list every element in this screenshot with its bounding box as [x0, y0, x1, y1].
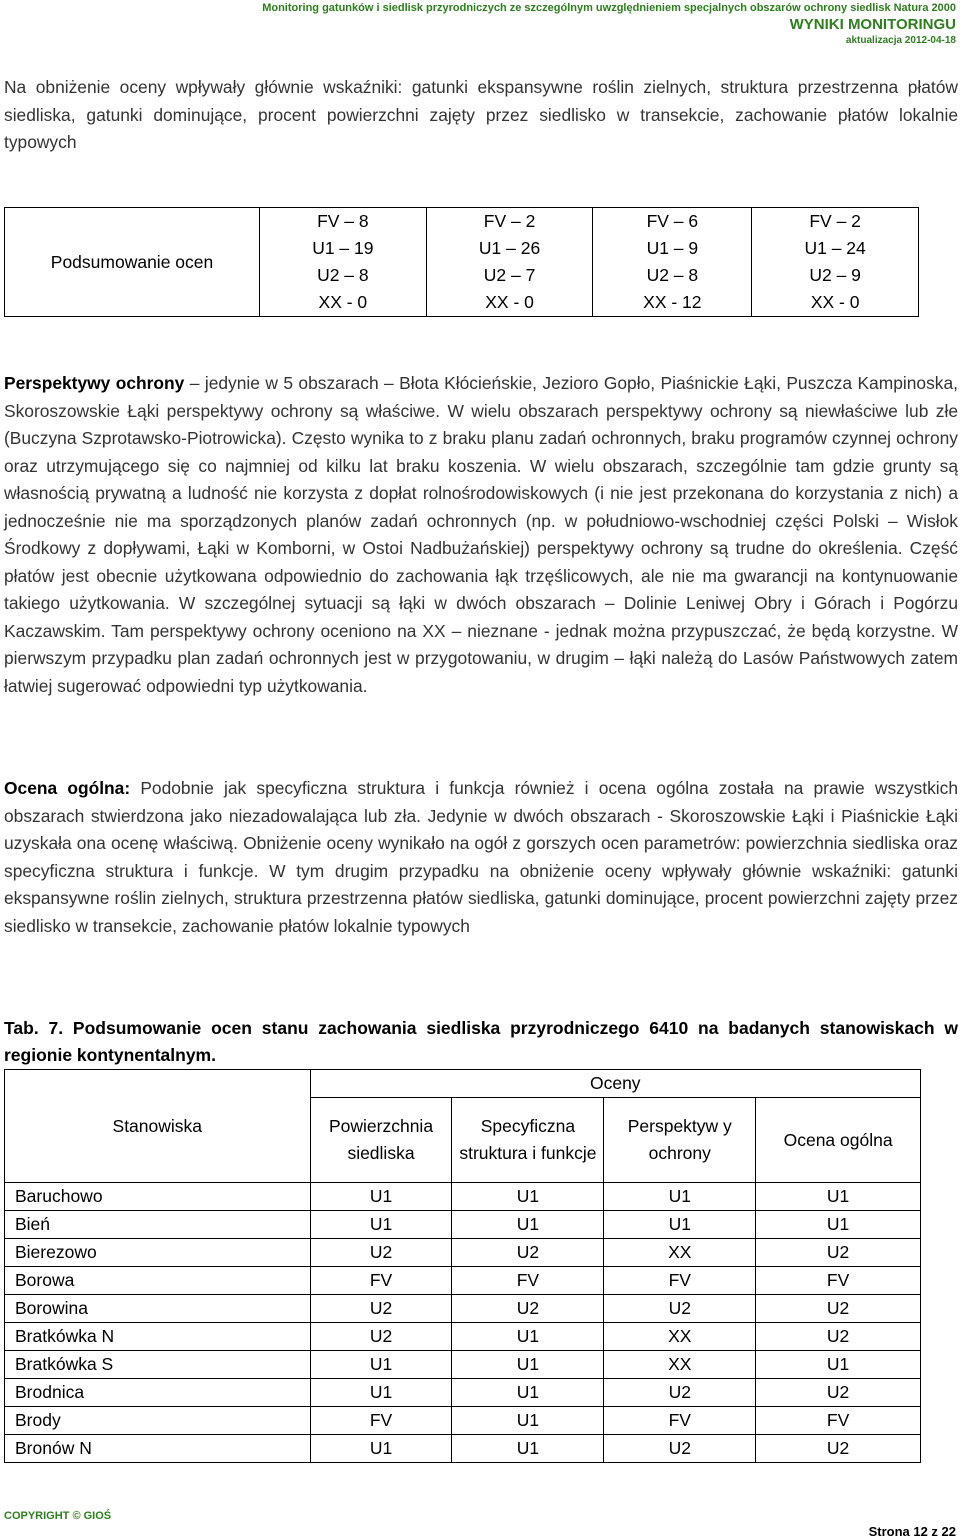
rating-cell: U1 — [756, 1211, 921, 1239]
rating-cell: U2 — [756, 1379, 921, 1407]
page-header — [262, 0, 956, 48]
summary-value: FV – 2 — [483, 211, 536, 231]
summary-value: U2 – 9 — [809, 265, 861, 285]
rating-cell: U2 — [756, 1323, 921, 1351]
perspectives-paragraph — [4, 370, 958, 700]
summary-value: XX - 0 — [485, 292, 534, 312]
header-powierzchnia: Powierzchnia siedliska — [310, 1098, 452, 1183]
site-name: Baruchowo — [5, 1183, 311, 1211]
header-struktura: Specyficzna struktura i funkcje — [452, 1098, 604, 1183]
summary-value: U2 – 8 — [646, 265, 699, 285]
rating-cell: FV — [756, 1267, 921, 1295]
rating-cell: U1 — [452, 1351, 604, 1379]
rating-cell: U2 — [756, 1239, 921, 1267]
rating-cell: FV — [452, 1267, 604, 1295]
summary-value: FV – 6 — [646, 211, 699, 231]
rating-cell: XX — [604, 1323, 756, 1351]
site-name: Bień — [5, 1211, 311, 1239]
summary-label: Podsumowanie ocen — [5, 208, 260, 317]
assessment-table — [4, 1069, 921, 1463]
rating-cell: U2 — [604, 1379, 756, 1407]
table-row — [5, 1211, 921, 1239]
rating-cell: U1 — [604, 1211, 756, 1239]
site-name: Bierezowo — [5, 1239, 311, 1267]
rating-cell: U2 — [756, 1295, 921, 1323]
table-caption: Tab. 7. Podsumowanie ocen stanu zachowania siedliska przyrodniczego 6410 na badanych stanowiskach w regionie kontynentalnym. — [4, 1018, 958, 1065]
overall-text: Podobnie jak specyficzna struktura i funkcja również i ocena ogólna została na prawie wszystkich obszarach stwierdzona jako niezadowalająca lub zła. Jedynie w dwóch obszarach - Skoroszowskie Łąki i Piaśnickie Łąki uzyskała ona ocenę właściwą. Obniżenie oceny wynikało na ogół z gorszych ocen parametrów: powierzchnia siedliska oraz specyficzna struktura i funkcje. W tym drugim przypadku na obniżenie oceny wpływały głównie wskaźniki: gatunki ekspansywne roślin zielnych, struktura przestrzenna płatów siedliska, gatunki dominujące, procent powierzchni zajęty przez siedlisko w transekcie, zachowanie płatów lokalnie typowych — [4, 778, 958, 936]
summary-cell-struktura — [426, 208, 593, 317]
summary-row — [5, 208, 919, 317]
rating-cell: U1 — [452, 1407, 604, 1435]
summary-value: FV – 2 — [809, 211, 861, 231]
rating-cell: U2 — [604, 1435, 756, 1463]
header-project-title: Monitoring gatunków i siedlisk przyrodniczych ze szczególnym uwzględnieniem specjalnych obszarów ochrony siedlisk Natura 2000 — [262, 2, 956, 14]
footer-page-number: Strona 12 z 22 — [868, 1524, 956, 1539]
rating-cell: FV — [310, 1407, 452, 1435]
table-header-row — [5, 1070, 921, 1098]
header-ocena-ogolna: Ocena ogólna — [756, 1098, 921, 1183]
rating-cell: U1 — [310, 1435, 452, 1463]
site-name: Bratkówka S — [5, 1351, 311, 1379]
summary-table — [4, 207, 919, 317]
rating-cell: FV — [310, 1267, 452, 1295]
rating-cell: U1 — [756, 1351, 921, 1379]
rating-cell: U1 — [452, 1323, 604, 1351]
header-stanowiska: Stanowiska — [5, 1070, 311, 1183]
rating-cell: U2 — [310, 1323, 452, 1351]
summary-value: U1 – 24 — [804, 238, 866, 258]
rating-cell: U1 — [452, 1211, 604, 1239]
site-name: Borowina — [5, 1295, 311, 1323]
summary-cell-perspektywy — [593, 208, 752, 317]
table-row — [5, 1295, 921, 1323]
rating-cell: U2 — [604, 1295, 756, 1323]
rating-cell: U1 — [310, 1183, 452, 1211]
rating-cell: U1 — [310, 1379, 452, 1407]
summary-cell-ocena-ogolna — [752, 208, 919, 317]
rating-cell: FV — [756, 1407, 921, 1435]
rating-cell: U2 — [452, 1239, 604, 1267]
rating-cell: U1 — [452, 1379, 604, 1407]
rating-cell: XX — [604, 1351, 756, 1379]
rating-cell: U1 — [756, 1183, 921, 1211]
rating-cell: U2 — [310, 1295, 452, 1323]
rating-cell: U1 — [310, 1211, 452, 1239]
summary-value: U1 – 9 — [646, 238, 699, 258]
table-row — [5, 1323, 921, 1351]
rating-cell: U1 — [310, 1351, 452, 1379]
rating-cell: U2 — [310, 1239, 452, 1267]
table-row — [5, 1435, 921, 1463]
summary-value: U1 – 26 — [478, 238, 541, 258]
summary-value: U2 – 7 — [483, 265, 536, 285]
site-name: Bratkówka N — [5, 1323, 311, 1351]
table-row — [5, 1267, 921, 1295]
table-row — [5, 1351, 921, 1379]
perspectives-heading: Perspektywy ochrony — [4, 373, 185, 393]
rating-cell: U2 — [756, 1435, 921, 1463]
table-row — [5, 1183, 921, 1211]
table-row — [5, 1407, 921, 1435]
rating-cell: U1 — [604, 1183, 756, 1211]
site-name: Brodnica — [5, 1379, 311, 1407]
header-section-title: WYNIKI MONITORINGU — [789, 16, 956, 33]
overall-paragraph — [4, 775, 958, 940]
table-row — [5, 1239, 921, 1267]
summary-value: U1 – 19 — [312, 238, 374, 258]
summary-value: XX - 0 — [810, 292, 860, 312]
table-row — [5, 1379, 921, 1407]
perspectives-text: – jedynie w 5 obszarach – Błota Kłócieńskie, Jezioro Gopło, Piaśnickie Łąki, Puszcza Kampinoska, Skoroszowskie Łąki perspektywy ochrony są właściwe. W wielu obszarach perspektywy ochrony są niewłaściwe lub złe (Buczyna Szprotawsko-Piotrowicka). Często wynika to z braku planu zadań ochronnych, braku programów czynnej ochrony oraz utrzymującego się co najmniej od kilku lat braku koszenia. W wielu obszarach, szczególnie tam gdzie grunty są własnością prywatną a ludność nie korzysta z dopłat rolnośrodowiskowych (i nie jest przekonana do korzystania z nich) a jednocześnie nie ma sporządzonych planów zadań ochronnych (np. w południowo-wschodniej części Polski – Wisłok Środkowy z dopływami, Łąki w Komborni, w Ostoi Nadbużańskiej) perspektywy ochrony są trudne do określenia. Część płatów jest obecnie użytkowana odpowiednio do zachowania łąk trzęślicowych, ale nie ma gwarancji na kontynuowanie takiego użytkowania. W szczególnej sytuacji są łąki w dwóch obszarach – Dolinie Leniwej Obry i Górach i Pogórzu Kaczawskim. Tam perspektywy ochrony oceniono na XX – nieznane - jednak można przypuszczać, że będą korzystne. W pierwszym przypadku plan zadań ochronnych jest w przygotowaniu, w drugim – łąki należą do Lasów Państwowych zatem łatwiej sugerować odpowiedni typ użytkowania. — [4, 373, 958, 696]
header-oceny: Oceny — [310, 1070, 920, 1098]
summary-value: FV – 8 — [317, 211, 369, 231]
rating-cell: U2 — [452, 1295, 604, 1323]
summary-cell-powierzchnia — [260, 208, 427, 317]
site-name: Bronów N — [5, 1435, 311, 1463]
rating-cell: U1 — [452, 1183, 604, 1211]
summary-value: U2 – 8 — [317, 265, 369, 285]
header-perspektywy: Perspektyw y ochrony — [604, 1098, 756, 1183]
rating-cell: FV — [604, 1407, 756, 1435]
rating-cell: U1 — [452, 1435, 604, 1463]
site-name: Brody — [5, 1407, 311, 1435]
footer-copyright: COPYRIGHT © GIOŚ — [4, 1510, 112, 1522]
header-update-date: aktualizacja 2012-04-18 — [845, 35, 956, 46]
summary-value: XX - 0 — [318, 292, 368, 312]
site-name: Borowa — [5, 1267, 311, 1295]
intro-paragraph: Na obniżenie oceny wpływały głównie wskaźniki: gatunki ekspansywne roślin zielnych, struktura przestrzenna płatów siedliska, gatunki dominujące, procent powierzchni zajęty przez siedlisko w transekcie, zachowanie płatów lokalnie typowych — [4, 77, 958, 152]
summary-value: XX - 12 — [643, 292, 702, 312]
overall-heading: Ocena ogólna: — [4, 778, 131, 798]
rating-cell: XX — [604, 1239, 756, 1267]
rating-cell: FV — [604, 1267, 756, 1295]
